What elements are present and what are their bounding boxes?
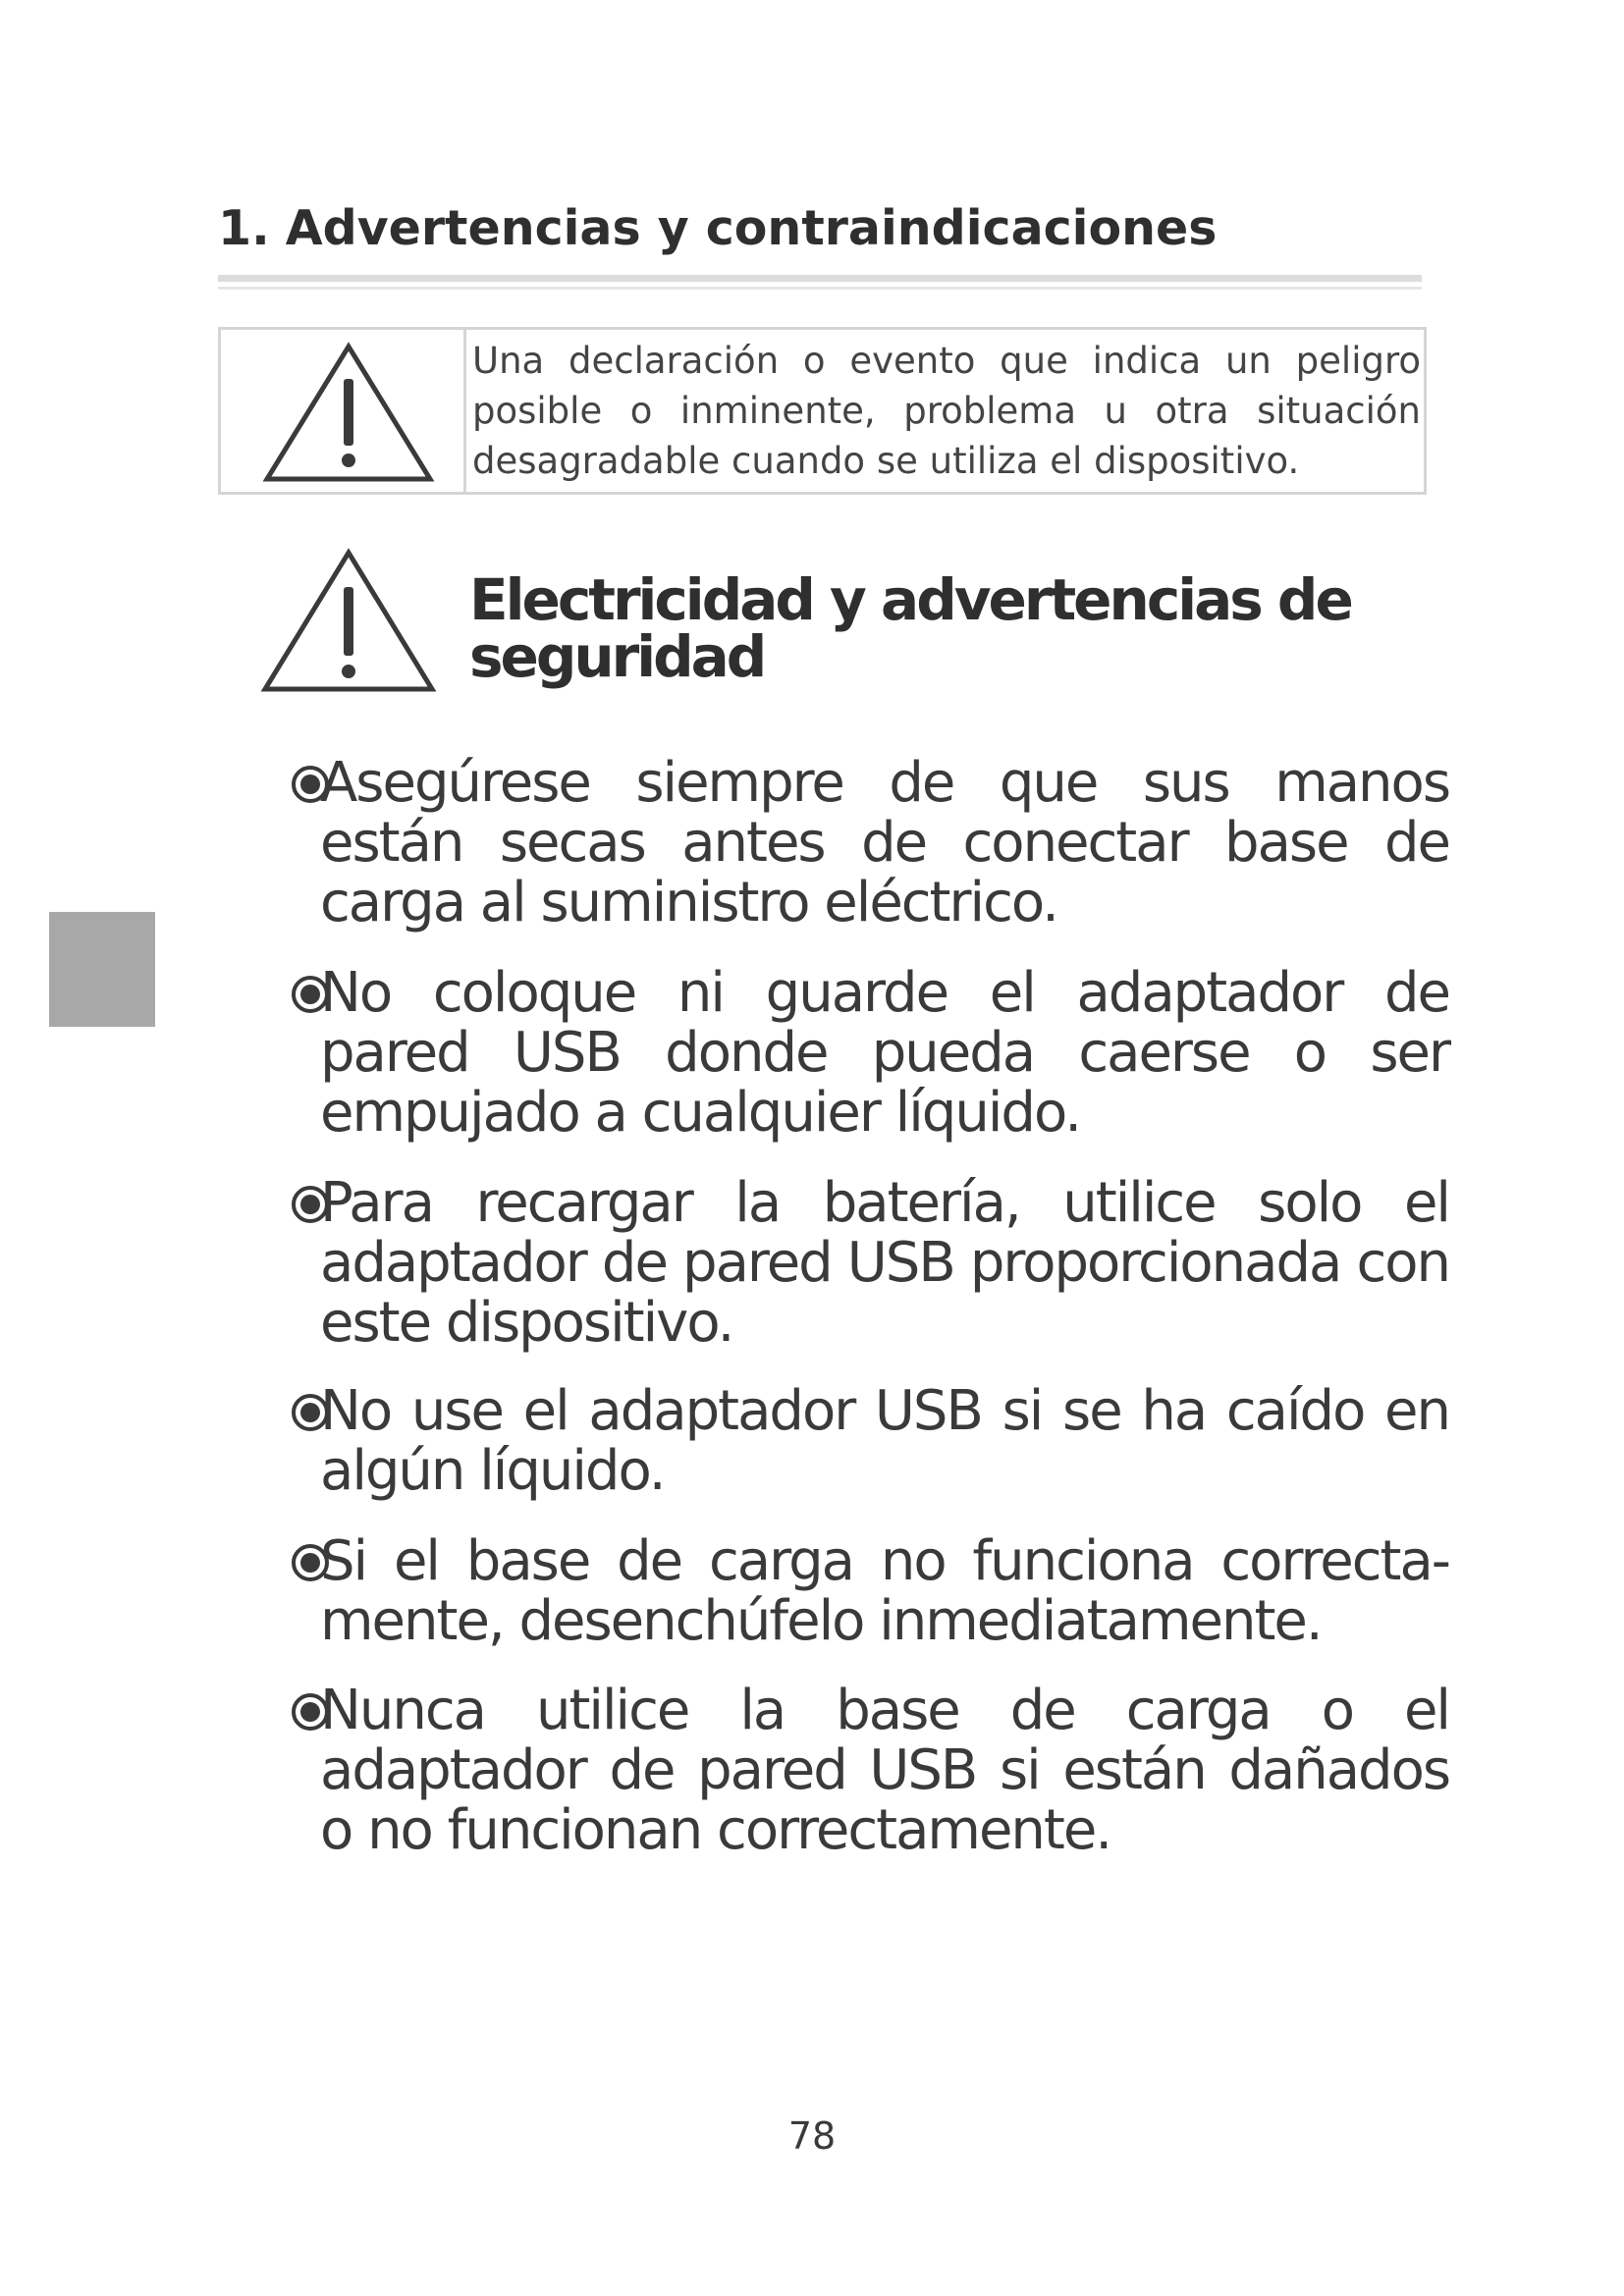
safety-heading-line2: seguridad (469, 623, 765, 690)
warning-triangle-icon (260, 548, 437, 695)
bullet-circle-icon (291, 1185, 330, 1224)
warning-triangle-icon (262, 342, 435, 485)
legend-icon-cell (221, 330, 466, 492)
chapter-tab-marker (49, 912, 155, 1027)
safety-warnings-heading (469, 566, 1353, 690)
section-number: 1. (218, 200, 270, 256)
list-item (291, 1681, 1449, 1860)
list-item-text: Asegúrese siempre de que sus manos están secas antes de conectar base de carga al suministro eléctrico. (320, 751, 1449, 934)
safety-heading-line1: Electricidad y advertencias de (469, 566, 1351, 633)
heading-rule (218, 275, 1422, 282)
list-item-text: No use el adaptador USB si se ha caído en algún líquido. (320, 1379, 1449, 1503)
page-number: 78 (787, 2114, 837, 2158)
list-item (291, 1173, 1449, 1353)
list-item-text: Nunca utilice la base de carga o el adaptador de pared USB si están dañados o no funcionan correctamente. (320, 1679, 1449, 1862)
list-item-text: Si el base de carga no funciona correcta-mente, desenchúfelo inmediatamente. (320, 1529, 1449, 1653)
bullet-circle-icon (291, 1543, 330, 1582)
list-item (291, 1531, 1449, 1651)
list-item (291, 753, 1449, 933)
bullet-circle-icon (291, 1692, 330, 1732)
bullet-circle-icon (291, 765, 330, 804)
list-item-text: Para recargar la batería, utilice solo el adaptador de pared USB proporcionada con este dispositivo. (320, 1171, 1449, 1355)
bullet-circle-icon (291, 1393, 330, 1432)
section-title: Advertencias y contraindicaciones (285, 200, 1218, 256)
warning-symbol-legend (218, 327, 1427, 495)
legend-description: Una declaración o evento que indica un peligro posible o inminente, problema u otra situación desagradable cuando se utiliza el dispositivo. (472, 340, 1421, 482)
list-item (291, 963, 1449, 1143)
section-heading (218, 196, 1217, 261)
list-item-text: No coloque ni guarde el adaptador de pared USB donde pueda caerse o ser empujado a cualquier líquido. (320, 961, 1449, 1145)
heading-rule-secondary (218, 287, 1422, 290)
list-item (291, 1381, 1449, 1501)
bullet-circle-icon (291, 975, 330, 1014)
